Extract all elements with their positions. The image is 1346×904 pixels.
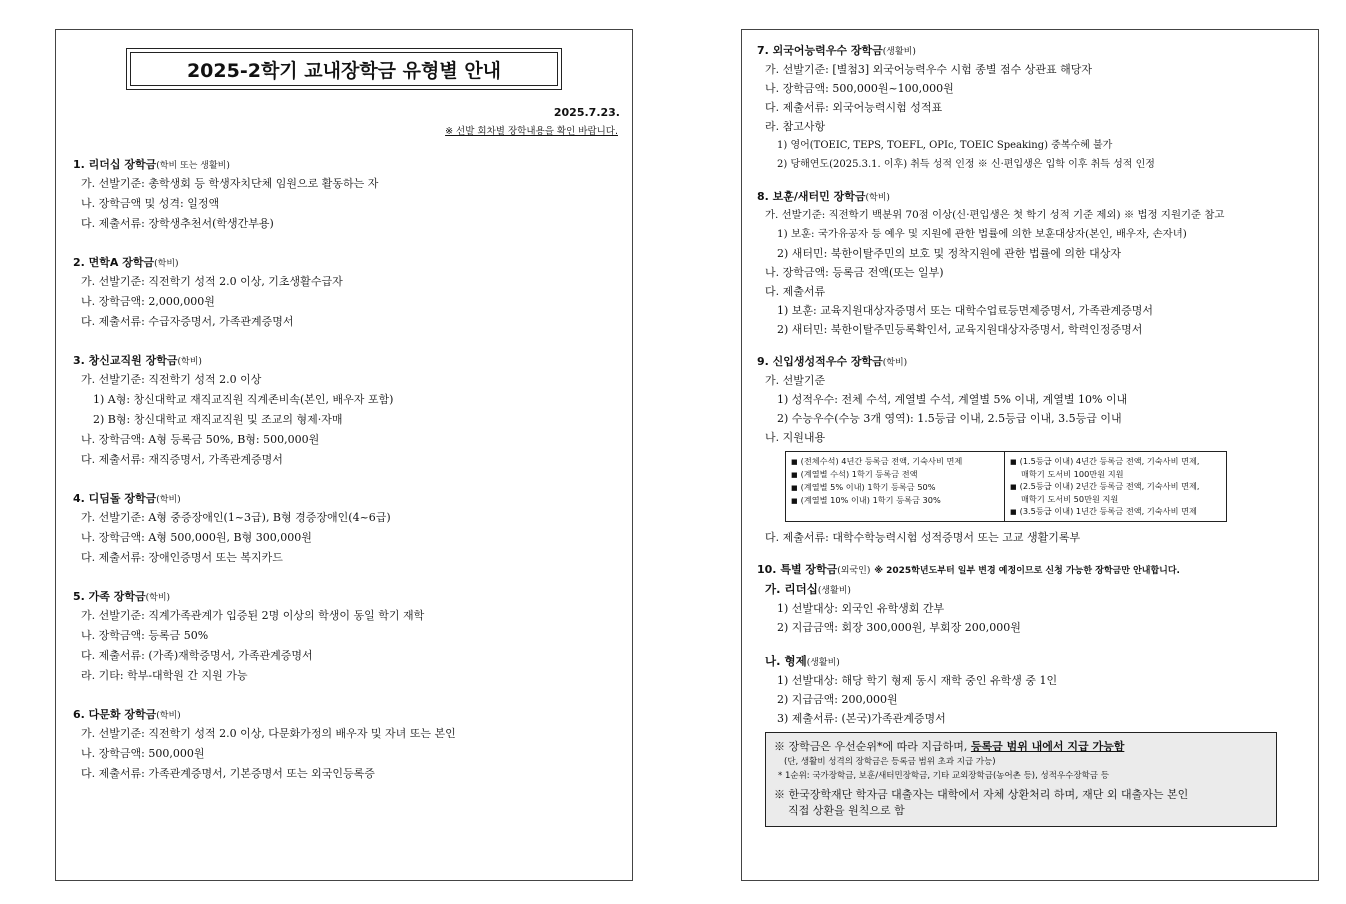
section-line: 나. 장학금액: A형 등록금 50%, B형: 500,000원 [81, 433, 320, 446]
square-bullet-icon: ■ [1010, 458, 1017, 466]
section-language [757, 42, 1310, 174]
section-line: 가. 선발기준: A형 중증장애인(1~3급), B형 경증장애인(4~6급) [81, 511, 391, 524]
section-line: 2) 당해연도(2025.3.1. 이후) 취득 성적 인정 ※ 신·편입생은 입학 이후 취득 성적 인정 [777, 159, 1155, 170]
section-line: 2) 수능우수(수능 3개 영역): 1.5등급 이내, 2.5등급 이내, 3.5등급 이내 [777, 412, 1122, 425]
section-heading: 3. 창신교직원 장학금 [73, 354, 178, 367]
support-item: (계열별 수석) 1학기 등록금 전액 [800, 469, 918, 479]
section-heading: 1. 리더십 장학금 [73, 158, 157, 171]
section-special [757, 561, 1310, 827]
section-line: 라. 기타: 학부-대학원 간 지원 가능 [81, 669, 248, 682]
section-veterans [757, 188, 1310, 339]
section-heading: 4. 디딤돌 장학금 [73, 492, 157, 505]
section-heading: 8. 보훈/새터민 장학금 [757, 190, 866, 203]
section-line: 가. 선발기준: 직전학기 성적 2.0 이상 [81, 373, 262, 386]
section-heading: 7. 외국어능력우수 장학금 [757, 44, 883, 57]
section-type: (학비) [865, 193, 890, 203]
subsection-type: (생활비) [817, 586, 851, 596]
notice-box [765, 732, 1277, 827]
section-line: 가. 선발기준: 직전학기 성적 2.0 이상, 다문화가정의 배우자 및 자녀 또는 본인 [81, 727, 456, 740]
section-line: 1) 영어(TOEIC, TEPS, TOEFL, OPIc, TOEIC Speaking) 중복수혜 불가 [777, 140, 1113, 151]
section-study-a [73, 254, 624, 332]
section-line: 3) 제출서류: (본국)가족관계증명서 [777, 712, 946, 725]
notice-emphasis: 등록금 범위 내에서 지급 가능함 [970, 740, 1125, 753]
section-line: 1) 성적우수: 전체 수석, 계열별 수석, 계열별 5% 이내, 계열별 10% 이내 [777, 393, 1128, 406]
section-line: 나. 지원내용 [765, 431, 826, 444]
notice-text: ※ 장학금은 우선순위*에 따라 지급하며, [774, 740, 971, 753]
support-table [785, 451, 1227, 522]
section-type: (학비) [177, 357, 202, 367]
section-line: 1) 보훈: 교육지원대상자증명서 또는 대학수업료등면제증명서, 가족관계증명서 [777, 304, 1154, 317]
section-line: 가. 선발기준: 직전학기 성적 2.0 이상, 기초생활수급자 [81, 275, 343, 288]
section-line: 다. 제출서류: 장애인증명서 또는 복지카드 [81, 551, 283, 564]
square-bullet-icon: ■ [791, 497, 798, 505]
section-line: 나. 장학금액: A형 500,000원, B형 300,000원 [81, 531, 312, 544]
section-heading: 10. 특별 장학금 [757, 563, 838, 576]
support-item: 매학기 도서비 100만원 지원 [1021, 469, 1124, 479]
left-page [55, 29, 633, 881]
section-line: 나. 장학금액: 등록금 전액(또는 일부) [765, 266, 944, 279]
square-bullet-icon: ■ [791, 458, 798, 466]
section-line: 2) 새터민: 북한이탈주민의 보호 및 정착지원에 관한 법률에 의한 대상자 [777, 247, 1121, 260]
square-bullet-icon: ■ [1010, 508, 1017, 516]
section-heading: 6. 다문화 장학금 [73, 708, 157, 721]
section-line: 1) 보훈: 국가유공자 등 예우 및 지원에 관한 법률에 의한 보훈대상자(본인, 배우자, 손자녀) [777, 228, 1187, 240]
section-line: 1) A형: 창신대학교 재직교직원 직계존비속(본인, 배우자 포함) [93, 393, 394, 406]
section-line: 가. 선발기준 [765, 374, 826, 387]
document-date: 2025.7.23. [553, 106, 620, 119]
subsection-title: 나. 형제 [765, 654, 807, 668]
section-type: (외국인) [837, 566, 871, 576]
selection-note: ※ 선발 회차별 장학내용을 확인 바랍니다. [445, 126, 618, 137]
section-multicultural [73, 706, 624, 784]
title-box [126, 48, 562, 90]
square-bullet-icon: ■ [791, 471, 798, 479]
square-bullet-icon: ■ [791, 484, 798, 492]
section-heading: 9. 신입생성적우수 장학금 [757, 355, 883, 368]
section-line: 가. 선발기준: 총학생회 등 학생자치단체 임원으로 활동하는 자 [81, 177, 379, 190]
support-item: (2.5등급 이내) 2년간 등록금 전액, 기숙사비 면제, [1019, 481, 1200, 491]
section-line: 라. 참고사항 [765, 120, 826, 133]
section-type: (생활비) [882, 47, 916, 57]
section-leadership [73, 156, 624, 234]
section-line: 가. 선발기준: [별첨3] 외국어능력우수 시험 종별 점수 상관표 해당자 [765, 63, 1093, 76]
notice-text: ※ 한국장학재단 학자금 대출자는 대학에서 자체 상환처리 하며, 재단 외 대출자는 본인 [774, 788, 1189, 801]
section-type: (학비) [156, 495, 181, 505]
section-line: 다. 제출서류: (가족)재학증명서, 가족관계증명서 [81, 649, 313, 662]
page-title: 2025-2학기 교내장학금 유형별 안내 [130, 52, 558, 86]
notice-text: 직접 상환을 원칙으로 함 [788, 804, 905, 817]
support-item: (계열별 10% 이내) 1학기 등록금 30% [800, 495, 941, 505]
subsection-title: 가. 리더십 [765, 582, 818, 596]
section-type: (학비 또는 생활비) [156, 161, 230, 171]
subsection-type: (생활비) [806, 658, 840, 668]
section-type: (학비) [154, 259, 179, 269]
section-line: 가. 선발기준: 직전학기 백분위 70점 이상(신·편입생은 첫 학기 성적 기준 제외) ※ 법정 지원기준 참고 [765, 209, 1225, 221]
support-table-left [786, 452, 1005, 522]
notice-text: * 1순위: 국가장학금, 보훈/새터민장학금, 기타 교외장학금(농어촌 등), 성적우수장학금 등 [778, 771, 1109, 781]
section-line: 나. 장학금액: 500,000원~100,000원 [765, 82, 954, 95]
right-content [757, 42, 1310, 847]
section-staff [73, 352, 624, 470]
section-line: 2) 지급금액: 200,000원 [777, 693, 898, 706]
section-line: 2) 지급금액: 회장 300,000원, 부회장 200,000원 [777, 621, 1021, 634]
section-line: 나. 장학금액: 2,000,000원 [81, 295, 215, 308]
section-line: 나. 장학금액: 등록금 50% [81, 629, 209, 642]
support-table-right [1005, 452, 1227, 522]
square-bullet-icon: ■ [1010, 483, 1017, 491]
section-line: 다. 제출서류: 외국어능력시험 성적표 [765, 101, 943, 114]
section-heading: 5. 가족 장학금 [73, 590, 146, 603]
left-content [73, 156, 624, 804]
section-heading: 2. 면학A 장학금 [73, 256, 155, 269]
support-item: (계열별 5% 이내) 1학기 등록금 50% [800, 482, 936, 492]
right-page [741, 29, 1319, 881]
section-line: 2) 새터민: 북한이탈주민등록확인서, 교육지원대상자증명서, 학력인정증명서 [777, 323, 1143, 336]
section-family [73, 588, 624, 686]
section-line: 다. 제출서류 [765, 285, 826, 298]
section-line: 다. 제출서류: 대학수학능력시험 성적증명서 또는 고교 생활기록부 [765, 531, 1081, 544]
support-item: (3.5등급 이내) 1년간 등록금 전액, 기숙사비 면제 [1019, 506, 1197, 516]
support-item: 매학기 도서비 50만원 지원 [1021, 494, 1119, 504]
section-freshman [757, 353, 1310, 547]
section-type: (학비) [156, 711, 181, 721]
section-line: 1) 선발대상: 해당 학기 형제 동시 재학 중인 유학생 중 1인 [777, 674, 1058, 687]
section-line: 1) 선발대상: 외국인 유학생회 간부 [777, 602, 945, 615]
section-line: 가. 선발기준: 직계가족관계가 입증된 2명 이상의 학생이 동일 학기 재학 [81, 609, 425, 622]
section-line: 다. 제출서류: 가족관계증명서, 기본증명서 또는 외국인등록증 [81, 767, 375, 780]
notice-text: (단, 생활비 성격의 장학금은 등록금 범위 초과 지급 가능) [784, 757, 996, 767]
section-line: 다. 제출서류: 재직증명서, 가족관계증명서 [81, 453, 283, 466]
section-type: (학비) [882, 358, 908, 368]
section-line: 나. 장학금액: 500,000원 [81, 747, 205, 760]
section-stepping-stone [73, 490, 624, 568]
section-line: 2) B형: 창신대학교 재직교직원 및 조교의 형제·자매 [93, 413, 343, 426]
support-item: (전체수석) 4년간 등록금 전액, 기숙사비 면제 [800, 456, 963, 466]
section-line: 다. 제출서류: 장학생추천서(학생간부용) [81, 217, 274, 230]
section-line: 다. 제출서류: 수급자증명서, 가족관계증명서 [81, 315, 294, 328]
support-item: (1.5등급 이내) 4년간 등록금 전액, 기숙사비 면제, [1019, 456, 1200, 466]
section-type: (학비) [145, 593, 171, 603]
section-line: 나. 장학금액 및 성격: 일정액 [81, 197, 220, 210]
section-note: ※ 2025학년도부터 일부 변경 예정이므로 신청 가능한 장학금만 안내합니다. [874, 566, 1180, 576]
